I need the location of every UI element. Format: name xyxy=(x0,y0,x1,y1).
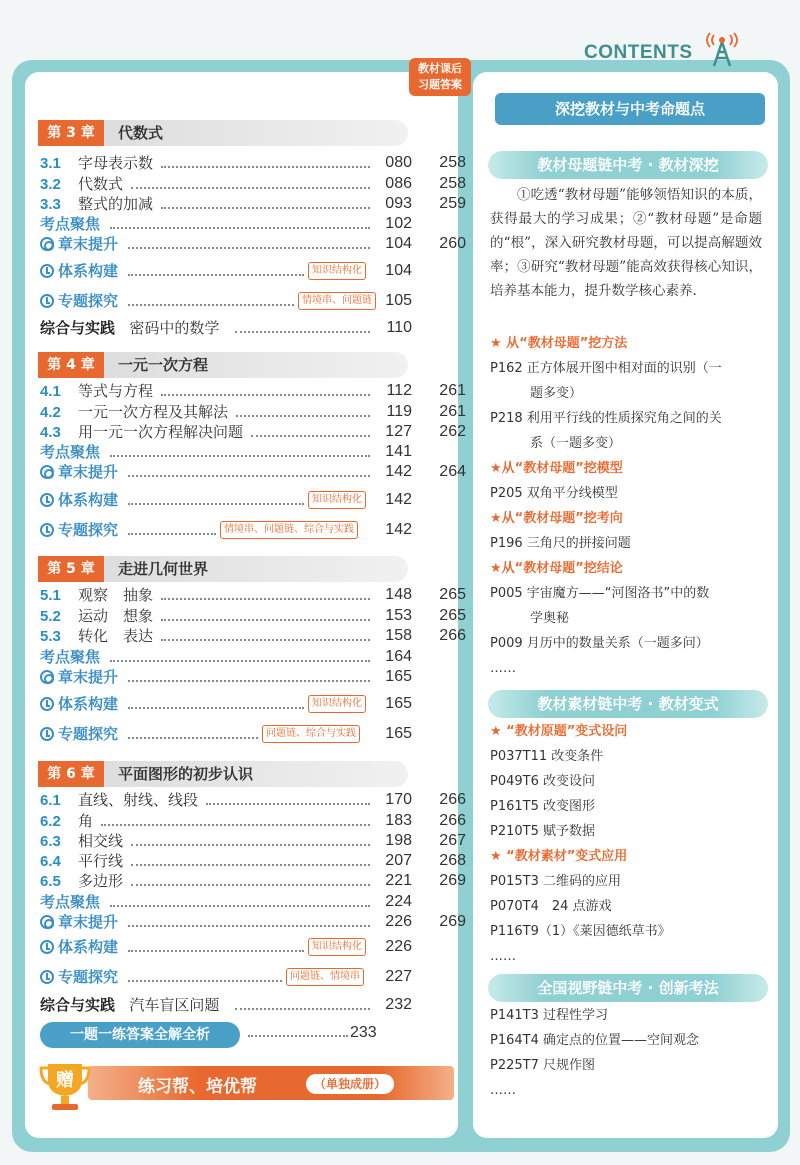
list-item: P205 双角平分线模型 xyxy=(490,486,618,501)
dot-leader xyxy=(248,1035,348,1037)
dot-leader xyxy=(161,619,370,621)
section-title: 一元一次方程及其解法 xyxy=(78,403,229,421)
clock-icon xyxy=(40,493,54,507)
toc-row[interactable] xyxy=(40,667,460,687)
dot-leader xyxy=(110,660,370,662)
feature-tag: 问题链、情境串 xyxy=(286,968,364,986)
list-item: P141T3 过程性学习 xyxy=(490,1008,608,1023)
dot-leader xyxy=(161,394,370,396)
page-number: 153 xyxy=(385,607,412,624)
trophy-icon xyxy=(38,1058,92,1112)
section-number: 3.3 xyxy=(40,196,61,213)
page-number: 110 xyxy=(386,319,412,336)
toc-row[interactable] xyxy=(40,381,466,401)
answer-page-number: 266 xyxy=(439,812,466,829)
page-number: 183 xyxy=(385,812,412,829)
list-item: P070T4 24 点游戏 xyxy=(490,899,612,914)
list-item: …… xyxy=(490,661,516,676)
toc-row[interactable] xyxy=(40,402,466,422)
page-number: 104 xyxy=(385,262,412,279)
toc-row[interactable] xyxy=(40,606,466,626)
toc-row[interactable] xyxy=(40,214,460,234)
list-item: P037T11 改变条件 xyxy=(490,749,604,764)
dot-leader xyxy=(128,680,370,682)
page-number: 233 xyxy=(350,1024,377,1041)
dot-leader xyxy=(161,598,370,600)
chapter-title: 代数式 xyxy=(118,124,164,142)
module-label: 章末提升 xyxy=(58,235,119,253)
answer-page-number: 268 xyxy=(439,852,466,869)
toc-row[interactable] xyxy=(40,462,466,482)
answer-page-number: 267 xyxy=(439,832,466,849)
feature-tag: 知识结构化 xyxy=(308,262,366,280)
dot-leader xyxy=(131,884,370,886)
method-heading: ★ “教材素材”变式应用 xyxy=(490,849,628,864)
dot-leader xyxy=(128,247,370,249)
section-heading-3: 全国视野链中考 · 创新考法 xyxy=(488,974,768,1002)
answer-page-number: 259 xyxy=(439,195,466,212)
feature-tag: 知识结构化 xyxy=(308,695,366,713)
module-label: 章末提升 xyxy=(58,668,119,686)
module-label: 章末提升 xyxy=(58,463,119,481)
dot-leader xyxy=(128,925,370,927)
dot-leader xyxy=(161,166,370,168)
toc-row[interactable] xyxy=(40,912,466,932)
answer-tag-line2: 习题答案 xyxy=(418,78,462,91)
section-title: 多边形 xyxy=(78,872,124,890)
practice-label: 综合与实践 xyxy=(40,996,116,1014)
list-item: P009 月历中的数量关系（一题多问） xyxy=(490,636,709,651)
section-number: 6.2 xyxy=(40,813,61,830)
feature-tag: 问题链、综合与实践 xyxy=(262,725,360,743)
dot-leader xyxy=(128,304,294,306)
page-number: 232 xyxy=(385,996,412,1013)
toc-row[interactable] xyxy=(40,442,460,462)
answer-page-number: 262 xyxy=(439,423,466,440)
answer-page-number: 260 xyxy=(439,235,466,252)
practice-title: 密码中的数学 xyxy=(129,319,220,337)
dot-leader xyxy=(131,844,370,846)
page-number: 158 xyxy=(385,627,412,644)
section-number: 5.2 xyxy=(40,608,61,625)
page-number: 105 xyxy=(385,292,412,309)
toc-row[interactable] xyxy=(40,626,466,646)
bonus-subtitle: （单独成册） xyxy=(306,1074,394,1094)
page-number: 170 xyxy=(385,791,412,808)
page-number: 226 xyxy=(385,913,412,930)
section-number: 4.3 xyxy=(40,424,61,441)
section-number: 5.1 xyxy=(40,587,61,604)
dot-leader xyxy=(131,864,370,866)
chapter-number: 第 5 章 xyxy=(38,556,104,582)
section-number: 3.1 xyxy=(40,155,61,172)
one-answer-banner: 一题一练答案全解全析 xyxy=(40,1022,240,1048)
section-title: 相交线 xyxy=(78,832,124,850)
module-label: 体系构建 xyxy=(58,695,119,713)
list-item: P005 宇宙魔方——“河图洛书”中的数 xyxy=(490,586,710,601)
toc-row[interactable] xyxy=(40,234,466,254)
method-heading: ★从“教材母题”挖模型 xyxy=(490,461,623,476)
method-heading: ★ 从“教材母题”挖方法 xyxy=(490,336,628,351)
dot-leader xyxy=(128,980,282,982)
contents-heading: CONTENTS xyxy=(584,42,693,63)
page-number: 141 xyxy=(385,443,412,460)
section-number: 5.3 xyxy=(40,628,61,645)
clock-icon xyxy=(40,697,54,711)
toc-row[interactable] xyxy=(40,694,460,714)
page-number: 165 xyxy=(385,695,412,712)
review-label: 考点聚焦 xyxy=(40,443,101,461)
toc-row[interactable] xyxy=(40,318,460,338)
toc-row[interactable] xyxy=(40,995,460,1015)
module-label: 体系构建 xyxy=(58,262,119,280)
dot-leader xyxy=(235,1008,370,1010)
page-number: 142 xyxy=(385,521,412,538)
list-item: 系（一题多变） xyxy=(530,436,622,451)
list-item: 题多变） xyxy=(530,386,583,401)
toc-row[interactable] xyxy=(40,520,460,540)
review-label: 考点聚焦 xyxy=(40,648,101,666)
page-number: 104 xyxy=(385,235,412,252)
section-title: 观察 抽象 xyxy=(78,586,154,604)
list-item: P049T6 改变设问 xyxy=(490,774,595,789)
toc-row[interactable] xyxy=(40,871,466,891)
toc-row[interactable] xyxy=(40,811,466,831)
dot-leader xyxy=(206,803,370,805)
page-number: 226 xyxy=(385,938,412,955)
clock-icon xyxy=(40,264,54,278)
dot-leader xyxy=(110,905,370,907)
answer-page-number: 258 xyxy=(439,175,466,192)
dot-leader xyxy=(128,503,304,505)
answer-page-number: 261 xyxy=(439,403,466,420)
practice-title: 汽车盲区问题 xyxy=(129,996,220,1014)
chapter-header xyxy=(38,120,408,146)
page-number: 086 xyxy=(385,175,412,192)
section-title: 代数式 xyxy=(78,175,124,193)
list-item: P015T3 二维码的应用 xyxy=(490,874,621,889)
section-number: 6.5 xyxy=(40,873,61,890)
page-number: 207 xyxy=(385,852,412,869)
page-number: 142 xyxy=(385,491,412,508)
answer-page-number: 264 xyxy=(439,463,466,480)
chapter-title: 平面图形的初步认识 xyxy=(118,765,254,783)
toc-row[interactable] xyxy=(40,174,466,194)
list-item: P164T4 确定点的位置——空间观念 xyxy=(490,1033,699,1048)
method-heading: ★从“教材母题”挖结论 xyxy=(490,561,623,576)
dot-leader xyxy=(110,455,370,457)
module-label: 专题探究 xyxy=(58,292,119,310)
list-item: …… xyxy=(490,1083,516,1098)
list-item: 学奥秘 xyxy=(530,611,570,626)
section-title: 转化 表达 xyxy=(78,627,154,645)
toc-row[interactable] xyxy=(40,194,466,214)
section-number: 3.2 xyxy=(40,176,61,193)
clock-icon xyxy=(40,970,54,984)
chapter-header xyxy=(38,761,408,787)
toc-row[interactable] xyxy=(40,851,466,871)
dot-leader xyxy=(161,207,370,209)
toc-row[interactable] xyxy=(40,261,460,281)
toc-row[interactable] xyxy=(40,892,460,912)
page-number: 119 xyxy=(386,403,412,420)
target-icon xyxy=(40,670,54,684)
target-icon xyxy=(40,465,54,479)
section-title: 平行线 xyxy=(78,852,124,870)
feature-tag: 知识结构化 xyxy=(308,491,366,509)
dot-leader xyxy=(235,331,370,333)
section-title: 角 xyxy=(78,812,94,830)
list-item: P196 三角尺的拼接问题 xyxy=(490,536,631,551)
review-label: 考点聚焦 xyxy=(40,215,101,233)
list-item: P161T5 改变图形 xyxy=(490,799,595,814)
list-item: P162 正方体展开图中相对面的识别（一 xyxy=(490,361,722,376)
target-icon xyxy=(40,237,54,251)
page-number: 227 xyxy=(385,968,412,985)
page-number: 198 xyxy=(385,832,412,849)
page-number: 127 xyxy=(385,423,412,440)
answer-page-number: 258 xyxy=(439,154,466,171)
list-item: P225T7 尺规作图 xyxy=(490,1058,595,1073)
signal-tower-icon xyxy=(702,32,742,68)
clock-icon xyxy=(40,523,54,537)
feature-tag: 情境串、问题链 xyxy=(298,292,376,310)
dot-leader xyxy=(110,227,370,229)
page-number: 142 xyxy=(385,463,412,480)
module-label: 专题探究 xyxy=(58,968,119,986)
feature-tag: 知识结构化 xyxy=(308,938,366,956)
module-label: 专题探究 xyxy=(58,521,119,539)
list-item: P116T9（1）《莱因德纸草书》 xyxy=(490,924,671,939)
page-number: 080 xyxy=(385,154,412,171)
review-label: 考点聚焦 xyxy=(40,893,101,911)
section-number: 4.2 xyxy=(40,404,61,421)
chapter-title: 一元一次方程 xyxy=(118,356,209,374)
section-title: 字母表示数 xyxy=(78,154,154,172)
dot-leader xyxy=(251,435,370,437)
answer-page-number: 261 xyxy=(439,382,466,399)
page-number: 165 xyxy=(385,668,412,685)
module-label: 体系构建 xyxy=(58,938,119,956)
chapter-title: 走进几何世界 xyxy=(118,560,209,578)
dot-leader xyxy=(128,274,304,276)
page-number: 112 xyxy=(386,382,412,399)
method-heading: ★ “教材原题”变式设问 xyxy=(490,724,628,739)
chapter-number: 第 4 章 xyxy=(38,352,104,378)
toc-row[interactable] xyxy=(40,490,460,510)
page-number: 165 xyxy=(385,725,412,742)
dot-leader xyxy=(236,415,370,417)
answer-page-number: 265 xyxy=(439,607,466,624)
page-number: 148 xyxy=(385,586,412,603)
method-heading: ★从“教材母题”挖考向 xyxy=(490,511,623,526)
feature-tag: 情境串、问题链、综合与实践 xyxy=(220,521,358,539)
clock-icon xyxy=(40,294,54,308)
trophy-label: 赠 xyxy=(56,1070,74,1091)
section-number: 6.1 xyxy=(40,792,61,809)
toc-row[interactable] xyxy=(40,291,460,311)
clock-icon xyxy=(40,940,54,954)
module-label: 专题探究 xyxy=(58,725,119,743)
answer-page-number: 265 xyxy=(439,586,466,603)
clock-icon xyxy=(40,727,54,741)
section-title: 用一元一次方程解决问题 xyxy=(78,423,244,441)
answer-tag xyxy=(409,58,471,96)
chapter-number: 第 3 章 xyxy=(38,120,104,146)
dot-leader xyxy=(128,707,304,709)
section-heading-2: 教材素材链中考 · 教材变式 xyxy=(488,690,768,718)
toc-row[interactable] xyxy=(40,422,466,442)
section-number: 6.4 xyxy=(40,853,61,870)
answer-page-number: 266 xyxy=(439,791,466,808)
target-icon xyxy=(40,915,54,929)
toc-row[interactable] xyxy=(40,647,460,667)
dot-leader xyxy=(101,824,370,826)
chapter-number: 第 6 章 xyxy=(38,761,104,787)
toc-row[interactable] xyxy=(40,937,460,957)
page-number: 102 xyxy=(385,215,412,232)
answer-page-number: 269 xyxy=(439,872,466,889)
module-label: 体系构建 xyxy=(58,491,119,509)
list-item: P218 利用平行线的性质探究角之间的关 xyxy=(490,411,722,426)
chapter-header xyxy=(38,556,408,582)
list-item: P210T5 赋予数据 xyxy=(490,824,595,839)
section-heading-1: 教材母题链中考 · 教材深挖 xyxy=(488,151,768,179)
toc-row[interactable] xyxy=(40,967,460,987)
answer-page-number: 266 xyxy=(439,627,466,644)
answer-tag-line1: 教材课后 xyxy=(418,62,462,75)
right-title: 深挖教材与中考命题点 xyxy=(495,93,765,125)
toc-row[interactable] xyxy=(40,585,466,605)
module-label: 章末提升 xyxy=(58,913,119,931)
toc-row[interactable] xyxy=(40,831,466,851)
dot-leader xyxy=(128,475,370,477)
dot-leader xyxy=(128,533,216,535)
section-title: 运动 想象 xyxy=(78,607,154,625)
section-title: 等式与方程 xyxy=(78,382,154,400)
dot-leader xyxy=(161,639,370,641)
page-number: 164 xyxy=(385,648,412,665)
answer-page-number: 269 xyxy=(439,913,466,930)
dot-leader xyxy=(128,737,258,739)
bonus-banner xyxy=(38,1058,458,1104)
toc-row[interactable] xyxy=(40,153,466,173)
bonus-text: 练习帮、培优帮 xyxy=(138,1077,257,1097)
intro-paragraph: ①吃透“教材母题”能够领悟知识的本质，获得最大的学习成果；②“教材母题”是命题的“根”，深入研究教材母题，可以提高解题效率；③研究“教材母题”能高效获得核心知识，培养基本能力，提升数学核心素养. xyxy=(490,187,762,299)
chapter-header xyxy=(38,352,408,378)
section-title: 整式的加减 xyxy=(78,195,154,213)
dot-leader xyxy=(128,950,304,952)
toc-row[interactable] xyxy=(40,790,466,810)
dot-leader xyxy=(131,187,370,189)
section-number: 4.1 xyxy=(40,383,61,400)
toc-row[interactable] xyxy=(40,724,460,744)
section-number: 6.3 xyxy=(40,833,61,850)
page-number: 221 xyxy=(385,872,412,889)
page-number: 093 xyxy=(385,195,412,212)
practice-label: 综合与实践 xyxy=(40,319,116,337)
page-number: 224 xyxy=(385,893,412,910)
list-item: …… xyxy=(490,949,516,964)
section-title: 直线、射线、线段 xyxy=(78,791,199,809)
